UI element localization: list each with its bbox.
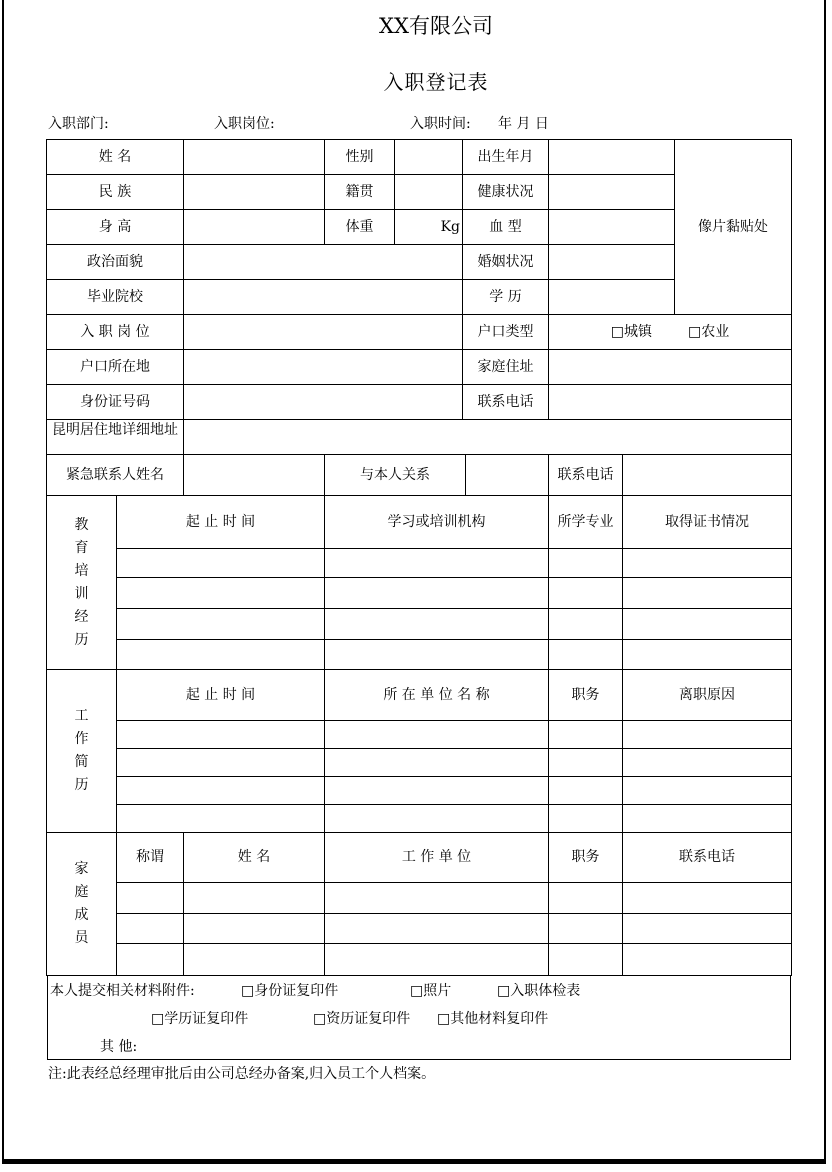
edu-cell[interactable] [549,578,623,609]
family-cell[interactable] [117,944,184,976]
other-label: 其 他: [100,1039,138,1055]
work-cell[interactable] [549,749,623,777]
gender-field[interactable] [395,140,463,175]
family-cell[interactable] [549,914,623,944]
work-cell[interactable] [117,777,325,805]
birth-field[interactable] [549,140,675,175]
marital-field[interactable] [549,245,675,280]
weight-label: 体重 [325,210,395,245]
cert-copy-checkbox[interactable]: □资历证复印件 [313,1011,411,1027]
family-cell[interactable] [549,883,623,914]
weight-field[interactable] [395,210,463,245]
school-label: 毕业院校 [47,280,184,315]
edu-cell[interactable] [623,578,792,609]
company-name: XX有限公司 [379,14,493,38]
blood-field[interactable] [549,210,675,245]
work-cell[interactable] [325,749,549,777]
education-table [46,495,792,670]
family-title-header: 职务 [549,833,623,883]
urban-checkbox[interactable]: □城镇 [610,323,652,340]
name-label: 姓 名 [47,140,184,175]
id-number-label: 身份证号码 [47,385,184,420]
work-employer-header: 所 在 单 位 名 称 [325,670,549,721]
home-address-field[interactable] [549,350,792,385]
blood-label: 血 型 [463,210,549,245]
edu-cell[interactable] [623,640,792,670]
work-cell[interactable] [325,721,549,749]
relation-label: 与本人关系 [325,455,466,496]
birth-label: 出生年月 [463,140,549,175]
emergency-phone-label: 联系电话 [549,455,623,496]
health-label: 健康状况 [463,175,549,210]
marital-label: 婚姻状况 [463,245,549,280]
native-label: 籍贯 [325,175,395,210]
work-cell[interactable] [117,721,325,749]
phone-label: 联系电话 [463,385,549,420]
family-cell[interactable] [184,944,325,976]
work-section [47,670,117,833]
height-field[interactable] [184,210,325,245]
ethnicity-field[interactable] [184,175,325,210]
family-cell[interactable] [623,883,792,914]
work-period-header: 起 止 时 间 [117,670,325,721]
attachments-box [47,976,791,1060]
work-title-header: 职务 [549,670,623,721]
id-number-field[interactable] [184,385,463,420]
footnote: 注:此表经总经理审批后由公司总经办备案,归入员工个人档案。 [48,1066,436,1082]
hukou-location-field[interactable] [184,350,463,385]
photo-area[interactable]: 像片黏贴处 [675,140,792,315]
family-cell[interactable] [623,944,792,976]
family-name-header: 姓 名 [184,833,325,883]
edu-cell[interactable] [623,549,792,578]
work-cell[interactable] [623,805,792,833]
work-cell[interactable] [549,721,623,749]
edu-cell[interactable] [325,640,549,670]
form-title: 入职登记表 [383,70,489,94]
work-cell[interactable] [623,777,792,805]
work-cell[interactable] [117,805,325,833]
work-cell[interactable] [623,749,792,777]
family-cell[interactable] [325,883,549,914]
work-table [46,669,792,833]
family-cell[interactable] [325,914,549,944]
position-label: 入职岗位: [214,116,275,132]
family-cell[interactable] [549,944,623,976]
family-cell[interactable] [623,914,792,944]
family-employer-header: 工 作 单 位 [325,833,549,883]
edu-cell[interactable] [117,578,325,609]
work-reason-header: 离职原因 [623,670,792,721]
entry-date-placeholder: 年 月 日 [498,116,549,132]
family-section-label: 家庭成员 [74,861,89,946]
height-label: 身 高 [47,210,184,245]
political-label: 政治面貌 [47,245,184,280]
emergency-phone-field[interactable] [623,455,792,496]
kg-unit: Kg [440,218,460,235]
work-cell[interactable] [623,721,792,749]
school-field[interactable] [184,280,463,315]
edu-cell[interactable] [623,609,792,640]
photo-checkbox[interactable]: □照片 [410,983,452,999]
emergency-contact-field[interactable] [184,455,325,496]
degree-field[interactable] [549,280,675,315]
edu-cell[interactable] [117,549,325,578]
edu-cell[interactable] [117,609,325,640]
family-section [47,833,117,976]
family-cell[interactable] [325,944,549,976]
edu-period-header: 起 止 时 间 [117,496,325,549]
gender-label: 性别 [325,140,395,175]
edu-cell[interactable] [549,640,623,670]
family-cell[interactable] [117,883,184,914]
relation-field[interactable] [466,455,549,496]
family-cell[interactable] [184,883,325,914]
job-label: 入 职 岗 位 [47,315,184,350]
edu-certificate-header: 取得证书情况 [623,496,792,549]
native-field[interactable] [395,175,463,210]
hukou-type-field [549,315,792,350]
edu-cell[interactable] [117,640,325,670]
name-field[interactable] [184,140,325,175]
edu-cell[interactable] [549,609,623,640]
emergency-contact-label: 紧急联系人姓名 [47,455,184,496]
edu-cell[interactable] [325,609,549,640]
kunming-address-label: 昆明居住地详细地址 [47,420,184,455]
work-cell[interactable] [325,805,549,833]
political-field[interactable] [184,245,463,280]
degree-label: 学 历 [463,280,549,315]
education-section [47,496,117,670]
edu-copy-checkbox[interactable]: □学历证复印件 [151,1011,249,1027]
ethnicity-label: 民 族 [47,175,184,210]
job-field[interactable] [184,315,463,350]
emergency-table [46,454,792,496]
hukou-type-label: 户口类型 [463,315,549,350]
medical-checkbox[interactable]: □入职体检表 [497,983,581,999]
edu-cell[interactable] [549,549,623,578]
basic-info-table [46,139,792,455]
entry-time-label: 入职时间: [410,116,471,132]
rural-checkbox[interactable]: □农业 [688,323,730,340]
education-section-label: 教育培训经历 [74,516,89,648]
edu-cell[interactable] [325,578,549,609]
work-cell[interactable] [549,777,623,805]
dept-label: 入职部门: [48,116,109,132]
home-address-label: 家庭住址 [463,350,549,385]
family-phone-header: 联系电话 [623,833,792,883]
work-cell[interactable] [117,749,325,777]
edu-institution-header: 学习或培训机构 [325,496,549,549]
edu-major-header: 所学专业 [549,496,623,549]
edu-cell[interactable] [325,549,549,578]
other-copy-checkbox[interactable]: □其他材料复印件 [437,1011,549,1027]
family-table [46,832,792,976]
id-copy-checkbox[interactable]: □身份证复印件 [241,983,339,999]
work-cell[interactable] [325,777,549,805]
kunming-address-field[interactable] [184,420,792,455]
family-cell[interactable] [117,914,184,944]
attachments-label: 本人提交相关材料附件: [50,983,195,999]
health-field[interactable] [549,175,675,210]
hukou-location-label: 户口所在地 [47,350,184,385]
phone-field[interactable] [549,385,792,420]
family-cell[interactable] [184,914,325,944]
work-cell[interactable] [549,805,623,833]
family-relation-header: 称谓 [117,833,184,883]
work-section-label: 工作简历 [74,708,89,793]
